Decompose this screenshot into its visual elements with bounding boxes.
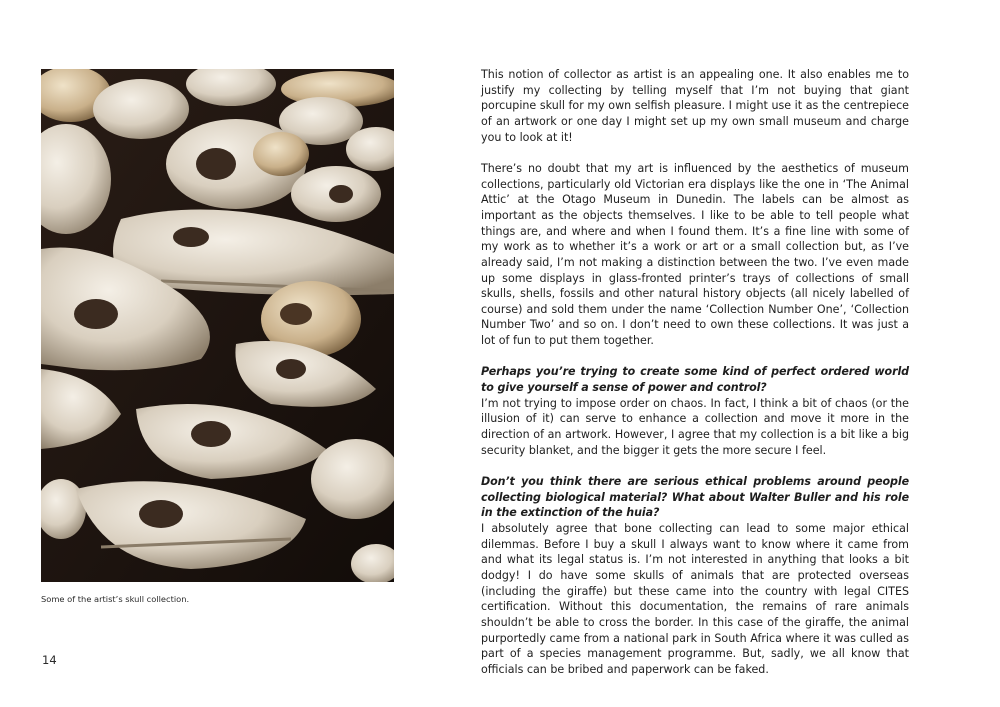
skull-photo-illustration <box>41 69 394 582</box>
skull-collection-photo <box>41 69 394 582</box>
article-body <box>481 67 909 693</box>
photo-caption: Some of the artist’s skull collection. <box>41 594 190 604</box>
page-number: 14 <box>42 653 57 667</box>
answer-ethical-problems: I absolutely agree that bone collecting can lead to some major ethical dilemmas. Before I buy a skull I always want to know where it came from and what its legal status is. I’m not interested in anything that looks a bit dodgy! I do have some skulls of animals that are protected overseas (including the giraffe) but these came into the country with legal CITES certification. Without this documentation, the remains of rare animals shouldn’t be able to cross the border. In this case of the giraffe, the animal purportedly came from a national park in South Africa where it was culled as part of a species management programme. But, sadly, we all know that officials can be bribed and paperwork can be faked. <box>481 521 909 676</box>
question-ordered-world: Perhaps you’re trying to create some kind of perfect ordered world to give yourself a sense of power and control? <box>481 365 909 395</box>
question-ethical-problems: Don’t you think there are serious ethical problems around people collecting biological material? What about Walter Buller and his role in the extinction of the huia? <box>481 475 909 520</box>
paragraph-museum-aesthetics: There’s no doubt that my art is influenced by the aesthetics of museum collections, particularly old Victorian era displays like the one in ‘The Animal Attic’ at the Otago Museum in Dunedin. The labels can be almost as important as the objects themselves. I like to be able to tell people what things are, and where and when I found them. It’s a fine line with some of my work as to whether it’s a work or art or a small collection but, as I’ve already said, I’m not making a distinction between the two. I’ve even made up some displays in glass-fronted printer’s trays of collections of small skulls, shells, fossils and other natural history objects (all nicely labelled of course) and sold them under the name ‘Collection Number One’, ‘Collection Number Two’ and so on. I don’t need to own these collections. It was just a lot of fun to put them together. <box>481 161 909 348</box>
answer-ordered-world: I’m not trying to impose order on chaos. In fact, I think a bit of chaos (or the illusion of it) can serve to enhance a collection and move it more in the direction of an artwork. However, I agree that my collection is a bit like a big security blanket, and the bigger it gets the more secure I feel. <box>481 396 909 457</box>
paragraph-collector-as-artist: This notion of collector as artist is an appealing one. It also enables me to justify my collecting by telling myself that I’m not buying that giant porcupine skull for my own selfish pleasure. I might use it as the centrepiece of an artwork or one day I might set up my own small museum and charge you to look at it! <box>481 68 909 144</box>
